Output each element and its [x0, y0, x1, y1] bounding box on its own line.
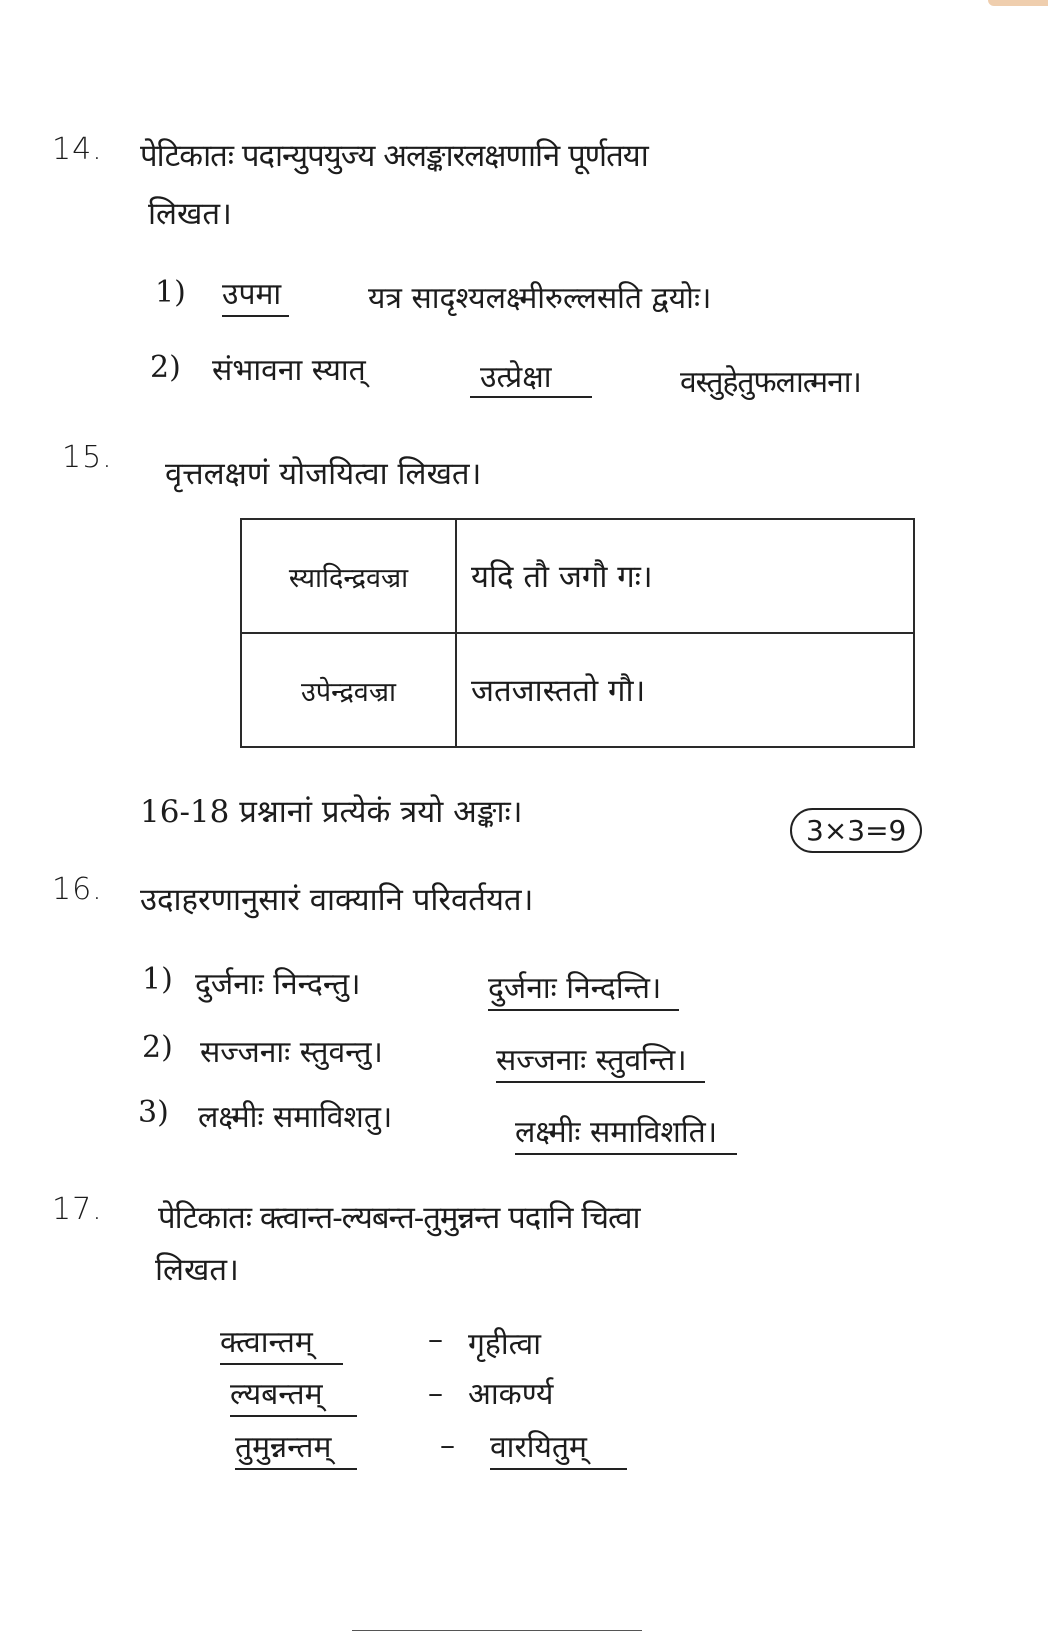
q16-heading: उदाहरणानुसारं वाक्यानि परिवर्तयत। [140, 882, 534, 918]
q17-item-1-label: क्त्वान्तम् [220, 1320, 343, 1365]
q17-item-2-word: आकर्ण्य [468, 1377, 554, 1412]
vritta-definition-2: जतजास्ततो गौ। [456, 633, 914, 747]
q17-item-3-dash: – [440, 1428, 455, 1463]
q14-item-2-number: 2) [150, 350, 181, 385]
q16-item-1-given: दुर्जनाः निन्दन्तु। [195, 967, 361, 1002]
q16-item-3-number: 3) [138, 1095, 169, 1130]
q14-item-2-answer: उत्प्रेक्षा [470, 355, 592, 398]
q14-item-1-text: यत्र सादृश्यलक्ष्मीरुल्लसति द्वयोः। [368, 281, 712, 316]
q16-item-1-answer: दुर्जनाः निन्दन्ति। [488, 966, 679, 1011]
vritta-name-2: उपेन्द्रवज्रा [241, 633, 456, 747]
q17-instruction-line1: पेटिकातः क्त्वान्त-ल्यबन्त-तुमुन्नन्त पदानि चित्वा [158, 1200, 640, 1236]
table-row [241, 633, 914, 747]
q17-item-2-label: ल्यबन्तम् [230, 1372, 357, 1417]
q16-item-2-given: सज्जनाः स्तुवन्तु। [200, 1035, 383, 1070]
q15-number: 15. [62, 440, 113, 475]
vritta-table [240, 518, 915, 748]
vritta-name-1: स्यादिन्द्रवज्रा [241, 519, 456, 633]
q15-heading: वृत्तलक्षणं योजयित्वा लिखत। [165, 456, 482, 492]
q17-number: 17. [52, 1192, 103, 1227]
q17-item-1-word: गृहीत्वा [468, 1327, 541, 1362]
q14-item-2-text: वस्तुहेतुफलात्मना। [680, 365, 861, 400]
q16-number: 16. [52, 872, 103, 907]
vritta-definition-1: यदि तौ जगौ गः। [456, 519, 914, 633]
section-marks: 3×3=9 [790, 808, 922, 853]
section-header: 16-18 प्रश्नानां प्रत्येकं त्रयो अङ्काः। [140, 794, 523, 830]
page-footer-rule [352, 1630, 642, 1631]
q14-item-1-answer: उपमा [222, 272, 289, 317]
q17-instruction-line2: लिखत। [155, 1252, 239, 1288]
q17-item-1-dash: – [428, 1322, 443, 1357]
q16-item-3-answer: लक्ष्मीः समाविशति। [515, 1110, 737, 1155]
q16-item-2-answer: सज्जनाः स्तुवन्ति। [496, 1038, 705, 1083]
q17-item-2-dash: – [428, 1376, 443, 1411]
page-corner-stain [988, 0, 1048, 6]
q16-item-1-number: 1) [142, 962, 173, 997]
table-row [241, 519, 914, 633]
q14-number: 14. [52, 132, 103, 167]
q14-item-1-number: 1) [155, 275, 186, 310]
q14-instruction-line1: पेटिकातः पदान्युपयुज्य अलङ्कारलक्षणानि पूर्णतया [140, 138, 648, 174]
q17-item-3-word: वारयितुम् [490, 1425, 627, 1470]
q17-item-3-label: तुमुन्नन्तम् [235, 1425, 357, 1470]
q16-item-3-given: लक्ष्मीः समाविशतु। [198, 1100, 393, 1135]
q14-instruction-line2: लिखत। [148, 196, 232, 232]
q14-item-2-prefix: संभावना स्यात् [212, 353, 366, 388]
q16-item-2-number: 2) [142, 1030, 173, 1065]
